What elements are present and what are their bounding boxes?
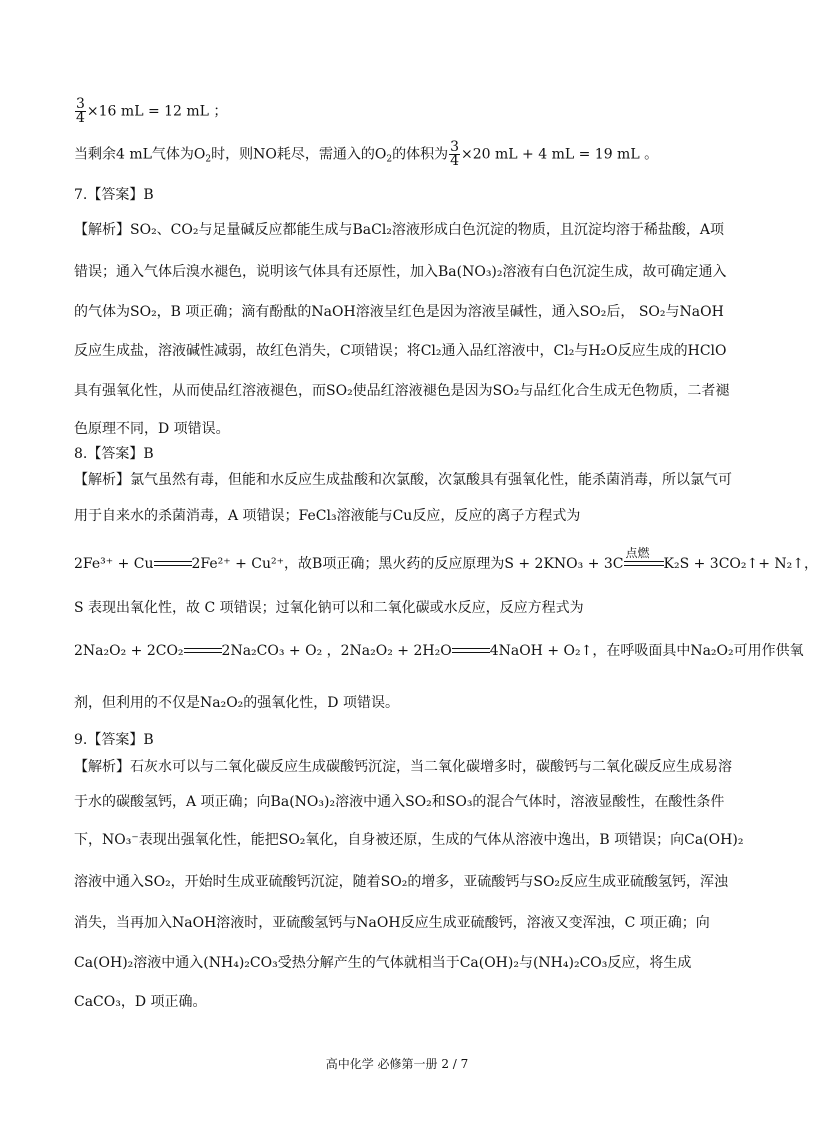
- q9-explanation-7: CaCO₃，D 项正确。: [74, 994, 207, 1010]
- q7-explanation-4: 反应生成盐，溶液碱性减弱，故红色消失，C项错误；将Cl₂通入品红溶液中，Cl₂与H₂O反应生成的HClO: [74, 343, 727, 359]
- equals-sign: [184, 647, 222, 655]
- question-8-answer: 8.【答案】B: [74, 446, 154, 462]
- q8-explanation-4: S 表现出氧化性，故 C 项错误；过氧化钠可以和二氧化碳或水反应，反应方程式为: [74, 600, 584, 616]
- equals-sign: [154, 560, 192, 568]
- q8-explanation-2: 用于自来水的杀菌消毒，A 项错误；FeCl₃溶液能与Cu反应，反应的离子方程式为: [74, 508, 581, 524]
- calc-line-1: $\frac{3}{4}$ ×16 mL = 12 mL ；: [76, 96, 228, 126]
- q7-explanation-3: 的气体为SO₂，B 项正确；滴有酚酞的NaOH溶液呈红色是因为溶液呈碱性，通入SO₂后， SO₂与NaOH: [74, 304, 724, 320]
- fraction: $\frac{3}{4}$: [76, 96, 85, 126]
- q8-equation-line: 2Fe³⁺ + Cu 2Fe²⁺ + Cu²⁺，故B项正确；黑火药的反应原理为S + 2KNO₃ + 3C 点燃 K₂S + 3CO₂↑+ N₂↑，: [74, 546, 818, 572]
- ignition-equals-sign: 点燃: [624, 560, 664, 568]
- q7-explanation-1: 【解析】SO₂、CO₂与足量碱反应都能生成与BaCl₂溶液形成白色沉淀的物质，且沉淀均溶于稀盐酸，A项: [74, 222, 725, 238]
- q9-explanation-6: Ca(OH)₂溶液中通入(NH₄)₂CO₃受热分解产生的气体就相当于Ca(OH)₂与(NH₄)₂CO₃反应，将生成: [74, 955, 692, 971]
- page-footer: 高中化学 必修第一册 2 / 7: [325, 1057, 469, 1071]
- q9-explanation-3: 下，NO₃⁻表现出强氧化性，能把SO₂氧化，自身被还原，生成的气体从溶液中逸出，B 项错误；向Ca(OH)₂: [74, 832, 744, 848]
- calc-line-2: 当剩余4 mL气体为$O_2$时，则NO耗尽，需通入的$O_2$的体积为 $\frac{3}{4}$ ×20 mL + 4 mL = 19 mL 。: [74, 139, 659, 169]
- q9-explanation-1: 【解析】石灰水可以与二氧化碳反应生成碳酸钙沉淀，当二氧化碳增多时，碳酸钙与二氧化碳反应生成易溶: [74, 759, 732, 775]
- q9-explanation-5: 消失，当再加入NaOH溶液时，亚硫酸氢钙与NaOH反应生成亚硫酸钙，溶液又变浑浊，C 项正确；向: [74, 915, 710, 931]
- question-9-answer: 9.【答案】B: [74, 732, 154, 748]
- q8-equation-line-2: 2Na₂O₂ + 2CO₂ 2Na₂CO₃ + O₂ ，2Na₂O₂ + 2H₂O 4NaOH + O₂↑，在呼吸面具中Na₂O₂可用作供氧: [74, 643, 804, 659]
- fraction: $\frac{3}{4}$: [450, 139, 460, 169]
- question-7-answer: 7.【答案】B: [74, 187, 154, 203]
- q8-explanation-1: 【解析】氯气虽然有毒，但能和水反应生成盐酸和次氯酸，次氯酸具有强氧化性，能杀菌消毒，所以氯气可: [74, 472, 732, 488]
- q8-explanation-6: 剂，但利用的不仅是Na₂O₂的强氧化性，D 项错误。: [74, 695, 399, 711]
- q9-explanation-2: 于水的碳酸氢钙，A 项正确；向Ba(NO₃)₂溶液中通入SO₂和SO₃的混合气体时，溶液显酸性，在酸性条件: [74, 794, 725, 810]
- q7-explanation-6: 色原理不同，D 项错误。: [74, 421, 230, 437]
- equals-sign: [452, 647, 490, 655]
- q7-explanation-2: 错误；通入气体后溴水褪色，说明该气体具有还原性，加入Ba(NO₃)₂溶液有白色沉淀生成，故可确定通入: [74, 264, 727, 280]
- q9-explanation-4: 溶液中通入SO₂，开始时生成亚硫酸钙沉淀，随着SO₂的增多，亚硫酸钙与SO₂反应生成亚硫酸氢钙，浑浊: [74, 874, 729, 890]
- q7-explanation-5: 具有强氧化性，从而使品红溶液褪色，而SO₂使品红溶液褪色是因为SO₂与品红化合生成无色物质，二者褪: [74, 383, 730, 399]
